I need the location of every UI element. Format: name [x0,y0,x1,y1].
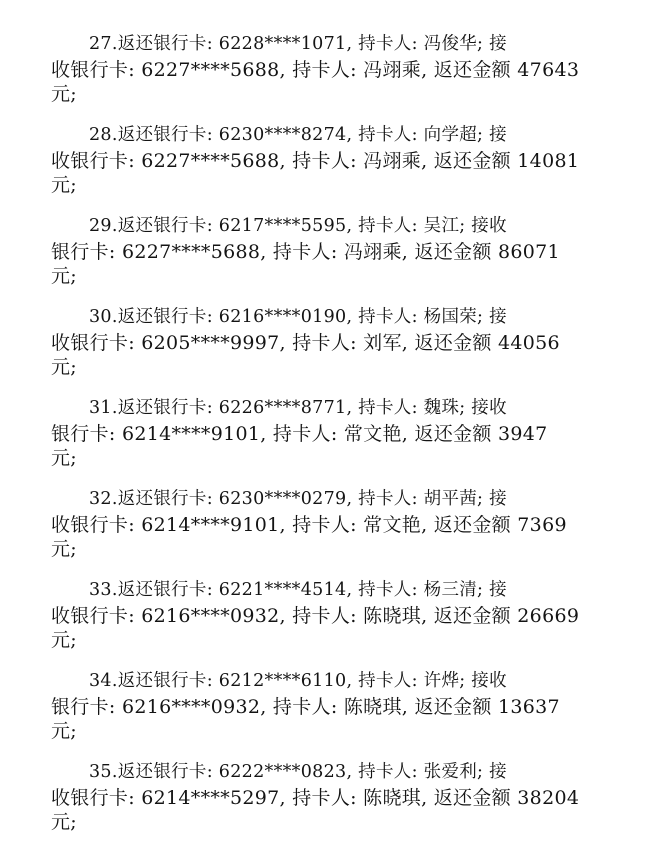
entry-line-1: 28.返还银行卡: 6230****8274, 持卡人: 向学超; 接 [89,125,507,145]
entry-line-1: 31.返还银行卡: 6226****8771, 持卡人: 魏珠; 接收 [89,398,507,418]
entry-line-1: 29.返还银行卡: 6217****5595, 持卡人: 吴江; 接收 [89,216,507,236]
entry-line-3: 元; [51,356,78,378]
entry-line-3: 元; [51,720,78,742]
entry-line-2: 收银行卡: 6227****5688, 持卡人: 冯翊乘, 返还金额 14081 [51,150,580,172]
entry-line-3: 元; [51,538,78,560]
entry-line-2: 收银行卡: 6214****9101, 持卡人: 常文艳, 返还金额 7369 [51,514,567,536]
entry-line-1: 32.返还银行卡: 6230****0279, 持卡人: 胡平茜; 接 [89,489,507,509]
entry-29 [51,213,604,287]
entry-line-2: 银行卡: 6214****9101, 持卡人: 常文艳, 返还金额 3947 [51,423,548,445]
entry-line-1: 34.返还银行卡: 6212****6110, 持卡人: 许烨; 接收 [89,671,507,691]
entry-line-3: 元; [51,265,78,287]
entry-line-2: 收银行卡: 6216****0932, 持卡人: 陈晓琪, 返还金额 26669 [51,605,580,627]
entry-33 [51,577,604,651]
entry-32 [51,486,604,560]
entry-line-1: 27.返还银行卡: 6228****1071, 持卡人: 冯俊华; 接 [89,34,507,54]
entry-line-3: 元; [51,174,78,196]
entry-line-3: 元; [51,83,78,105]
entry-line-1: 30.返还银行卡: 6216****0190, 持卡人: 杨国荣; 接 [89,307,507,327]
entry-30 [51,304,604,378]
entry-31 [51,395,604,469]
entry-line-1: 35.返还银行卡: 6222****0823, 持卡人: 张爱利; 接 [89,762,507,782]
entry-line-2: 银行卡: 6227****5688, 持卡人: 冯翊乘, 返还金额 86071 [51,241,560,263]
entry-35 [51,759,604,833]
entry-line-3: 元; [51,629,78,651]
entry-34 [51,668,604,742]
entry-line-3: 元; [51,811,78,833]
entry-line-2: 银行卡: 6216****0932, 持卡人: 陈晓琪, 返还金额 13637 [51,696,560,718]
entry-line-2: 收银行卡: 6214****5297, 持卡人: 陈晓琪, 返还金额 38204 [51,787,580,809]
entry-28 [51,122,604,196]
entry-line-2: 收银行卡: 6205****9997, 持卡人: 刘军, 返还金额 44056 [51,332,560,354]
entry-line-2: 收银行卡: 6227****5688, 持卡人: 冯翊乘, 返还金额 47643 [51,59,580,81]
entry-27 [51,31,604,105]
entry-line-1: 33.返还银行卡: 6221****4514, 持卡人: 杨三清; 接 [89,580,507,600]
entry-line-3: 元; [51,447,78,469]
